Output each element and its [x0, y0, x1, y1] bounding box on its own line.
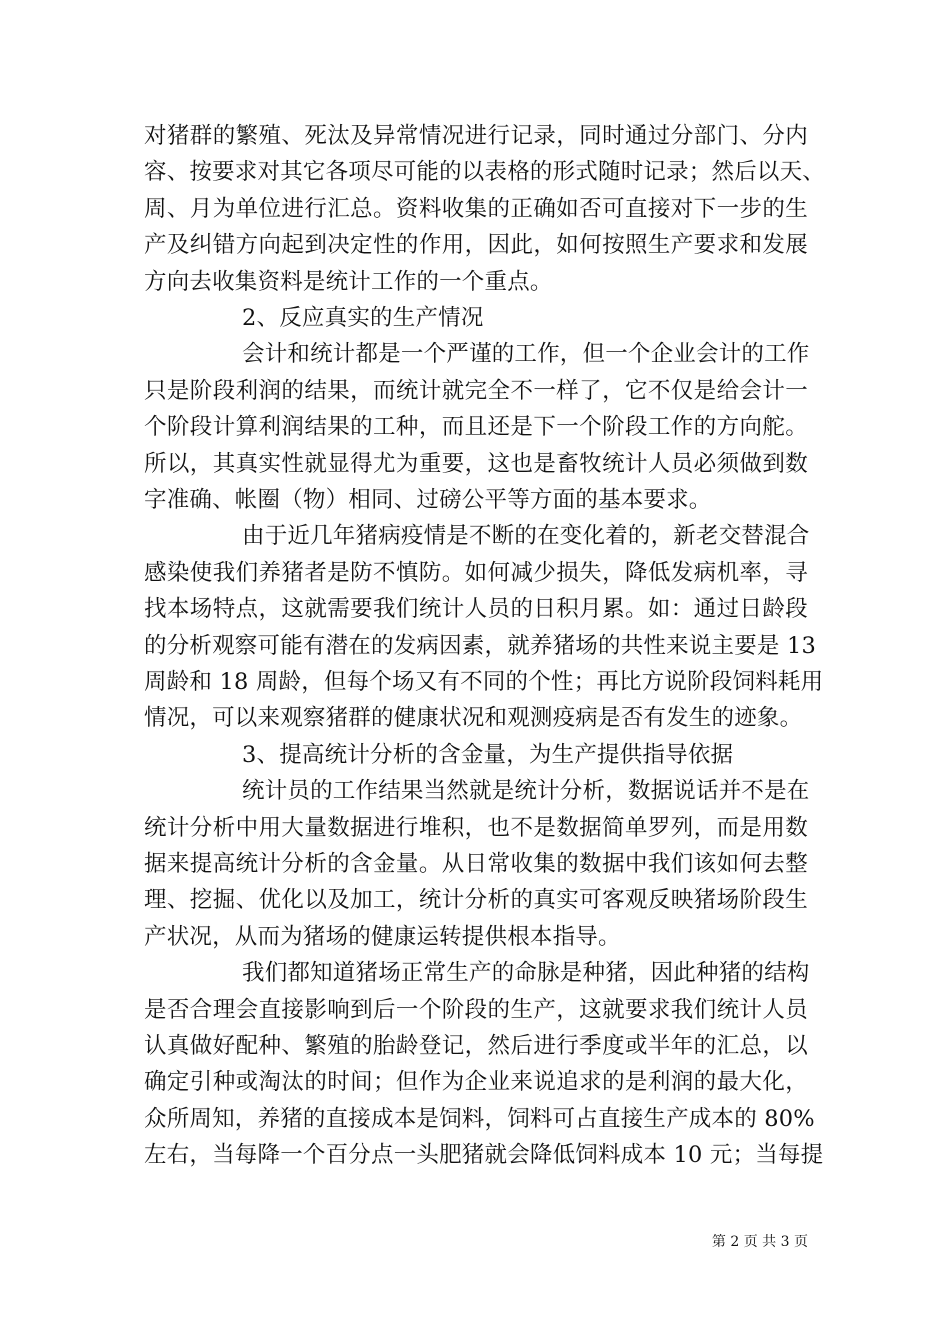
text-line: 据来提高统计分析的含金量。从日常收集的数据中我们该如何去整 [144, 851, 808, 877]
paragraph-first-line: 由于近几年猪病疫情是不断的在变化着的，新老交替混合 [242, 523, 810, 550]
text-line: 方向去收集资料是统计工作的一个重点。 [144, 268, 553, 295]
text-line: 理、挖掘、优化以及加工，统计分析的真实可客观反映猪场阶段生 [144, 887, 808, 914]
text-line: 感染使我们养猪者是防不慎防。如何减少损失，降低发病机率，寻 [144, 559, 808, 586]
text-line: 周、月为单位进行汇总。资料收集的正确如否可直接对下一步的生 [144, 195, 808, 222]
text-line: 确定引种或淘汰的时间；但作为企业来说追求的是利润的最大化， [144, 1069, 808, 1096]
paragraph-first-line: 我们都知道猪场正常生产的命脉是种猪，因此种猪的结构 [242, 960, 810, 987]
text-line: 对猪群的繁殖、死汰及异常情况进行记录，同时通过分部门、分内 [144, 123, 808, 149]
text-line: 左右，当每降一个百分点一头肥猪就会降低饲料成本 10 元；当每提 [144, 1142, 824, 1169]
paragraph-first-line: 统计员的工作结果当然就是统计分析，数据说话并不是在 [242, 778, 810, 805]
paragraph-first-line: 会计和统计都是一个严谨的工作，但一个企业会计的工作 [242, 341, 810, 368]
text-line: 是否合理会直接影响到后一个阶段的生产，这就要求我们统计人员 [144, 996, 808, 1023]
text-line: 所以，其真实性就显得尤为重要，这也是畜牧统计人员必须做到数 [144, 450, 808, 477]
text-line: 产及纠错方向起到决定性的作用，因此，如何按照生产要求和发展 [144, 232, 808, 259]
text-line: 统计分析中用大量数据进行堆积，也不是数据简单罗列，而是用数 [144, 814, 808, 841]
text-line: 产状况，从而为猪场的健康运转提供根本指导。 [144, 923, 621, 950]
text-line: 容、按要求对其它各项尽可能的以表格的形式随时记录；然后以天、 [144, 159, 826, 186]
text-line: 的分析观察可能有潜在的发病因素，就养猪场的共性来说主要是 13 [144, 632, 816, 659]
text-line: 认真做好配种、繁殖的胎龄登记，然后进行季度或半年的汇总，以 [144, 1033, 808, 1059]
text-line: 只是阶段利润的结果，而统计就完全不一样了，它不仅是给会计一 [144, 377, 808, 404]
text-line: 周龄和 18 周龄，但每个场又有不同的个性；再比方说阶段饲料耗用 [144, 669, 824, 695]
text-line: 众所周知，养猪的直接成本是饲料，饲料可占直接生产成本的 80% [144, 1105, 815, 1132]
text-line: 个阶段计算利润结果的工种，而且还是下一个阶段工作的方向舵。 [144, 414, 808, 441]
text-line: 情况，可以来观察猪群的健康状况和观测疫病是否有发生的迹象。 [144, 705, 803, 732]
text-line: 找本场特点，这就需要我们统计人员的日积月累。如：通过日龄段 [144, 596, 808, 623]
section-heading: 3、提高统计分析的含金量，为生产提供指导依据 [242, 741, 734, 768]
text-line: 字准确、帐圈（物）相同、过磅公平等方面的基本要求。 [144, 487, 712, 513]
section-heading: 2、反应真实的生产情况 [242, 305, 484, 331]
page-number-footer: 第 2 页 共 3 页 [711, 1234, 808, 1250]
